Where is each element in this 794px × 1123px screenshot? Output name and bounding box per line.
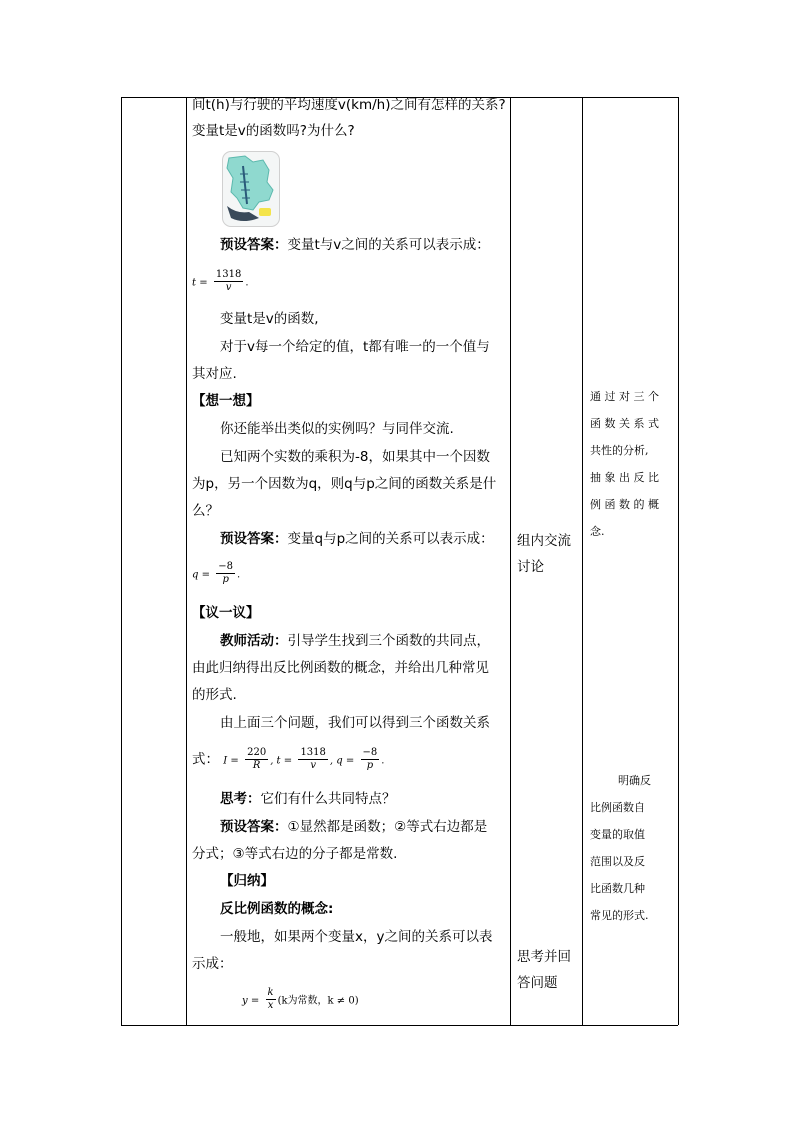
teacher-activity-line-3: 的形式. <box>192 687 237 703</box>
general-definition-line-1: 一般地，如果两个变量x，y之间的关系可以表 <box>220 929 493 945</box>
formula-end: . <box>381 755 385 767</box>
preset-answer-3-text: ①显然都是函数；②等式右边都是 <box>287 819 488 835</box>
example-line-3: 么？ <box>192 503 219 519</box>
question-line-2: 变量t是v的函数吗?为什么? <box>192 123 355 139</box>
table-divider-2 <box>510 97 511 1025</box>
fraction-numerator: −8 <box>218 561 234 572</box>
intent-line: 明确反 <box>618 774 651 787</box>
fraction-numerator: 1318 <box>215 269 242 280</box>
intent-line: 范围以及反 <box>590 855 645 868</box>
fraction-numerator: k <box>267 987 274 998</box>
teacher-activity-text: 引导学生找到三个函数的共同点， <box>287 633 490 649</box>
three-formulas-line <box>192 747 384 772</box>
fraction-1318-over-v <box>298 747 327 772</box>
intent-line: 比函数几种 <box>590 882 645 895</box>
preset-answer-label: 预设答案： <box>220 237 288 253</box>
map-thumbnail-image <box>222 151 280 227</box>
intent-line: 常见的形式. <box>590 909 649 922</box>
fraction-denominator: x <box>267 1000 274 1011</box>
fraction-220-over-r <box>245 747 268 772</box>
formula-lhs: q = <box>192 569 210 581</box>
general-definition-line-2: 示成： <box>192 956 233 972</box>
fraction <box>214 269 243 294</box>
fraction-denominator: p <box>366 760 374 771</box>
example-line-1: 已知两个实数的乘积为-8，如果其中一个因数 <box>220 449 490 465</box>
design-intent-block-2 <box>590 767 651 929</box>
formula-t-lhs: , t = <box>270 755 293 767</box>
table-divider-1 <box>186 97 187 1025</box>
preset-answer-label: 预设答案： <box>220 819 288 835</box>
intent-line: 比例函数自 <box>590 801 645 814</box>
fraction-denominator: p <box>222 574 229 585</box>
teacher-activity-line-2: 由此归纳得出反比例函数的概念，并给出几种常见 <box>192 660 489 676</box>
formula-end: . <box>245 277 249 289</box>
three-problems-line: 由上面三个问题，我们可以得到三个函数关系 <box>220 715 490 731</box>
student-activity-group-discussion <box>517 528 571 580</box>
preset-answer-label: 预设答案： <box>220 531 288 547</box>
think-question: 你还能举出类似的实例吗？与同伴交流. <box>220 421 454 437</box>
fraction-denominator: R <box>252 760 261 771</box>
preset-answer-3 <box>220 817 487 837</box>
think-common-line <box>220 789 396 809</box>
table-border-right <box>678 97 679 1025</box>
preset-answer-2-text: 变量q与p之间的关系可以表示成： <box>287 531 494 547</box>
intent-line: 函 数 关 系 式 <box>590 417 659 430</box>
activity-line: 思考并回 <box>517 949 571 965</box>
correspond-line: 其对应. <box>192 366 237 382</box>
example-line-2: 为p，另一个因数为q，则q与p之间的函数关系是什 <box>192 476 497 492</box>
preset-answer-3-cont: 分式；③等式右边的分子都是常数. <box>192 846 398 862</box>
activity-line: 组内交流 <box>517 533 571 549</box>
think-heading: 【想一想】 <box>192 393 260 409</box>
formula-lhs: t = <box>192 277 208 289</box>
question-line-1: 间t(h)与行驶的平均速度v(km/h)之间有怎样的关系? <box>192 97 506 113</box>
formula-condition: (k为常数，k ≠ 0) <box>277 995 359 1007</box>
unique-value-line: 对于v每一个给定的值，t都有唯一的一个值与 <box>220 339 490 355</box>
table-border-bottom <box>121 1025 678 1026</box>
preset-answer-1 <box>220 235 490 255</box>
teacher-activity-label: 教师活动： <box>220 633 288 649</box>
intent-line: 通 过 对 三 个 <box>590 390 659 403</box>
discuss-heading: 【议一议】 <box>192 605 260 621</box>
fraction-numerator: −8 <box>362 747 378 758</box>
variable-function-line: 变量t是v的函数, <box>220 311 319 327</box>
preset-answer-1-text: 变量t与v之间的关系可以表示成： <box>287 237 490 253</box>
formula-i-lhs: I = <box>223 755 239 767</box>
fraction-neg8-over-p <box>361 747 380 772</box>
preset-answer-2 <box>220 529 494 549</box>
design-intent-block-1 <box>590 383 659 545</box>
think-common-text: 它们有什么共同特点？ <box>260 791 396 807</box>
formula-prefix: 式： <box>192 751 219 768</box>
formula-end: . <box>237 569 241 581</box>
teacher-activity-line-1 <box>220 631 490 651</box>
concept-heading: 反比例函数的概念: <box>220 901 334 917</box>
intent-line: 例 函 数 的 概 <box>590 498 659 511</box>
formula-t-equals-1318-over-v <box>192 269 249 294</box>
formula-lhs: y = <box>242 995 260 1007</box>
activity-line: 讨论 <box>517 559 544 575</box>
fraction-denominator: v <box>310 760 316 771</box>
summary-heading: 【归纳】 <box>220 873 274 889</box>
map-icon <box>223 152 279 226</box>
student-activity-answer <box>517 944 571 996</box>
activity-line: 答问题 <box>517 975 558 991</box>
intent-line: 共性的分析, <box>590 444 649 457</box>
intent-line: 变量的取值 <box>590 828 645 841</box>
intent-line: 念. <box>590 525 605 538</box>
fraction-numerator: 220 <box>247 747 267 758</box>
intent-line: 抽 象 出 反 比 <box>590 471 659 484</box>
fraction <box>216 561 235 586</box>
think-label: 思考： <box>220 791 261 807</box>
table-border-left <box>121 97 122 1025</box>
inverse-proportion-formula <box>242 987 359 1012</box>
fraction-numerator: 1318 <box>300 747 326 758</box>
formula-q-lhs: , q = <box>329 755 355 767</box>
fraction-k-over-x <box>266 987 276 1012</box>
table-divider-3 <box>582 97 583 1025</box>
formula-q-equals-neg8-over-p <box>192 561 240 586</box>
fraction-denominator: v <box>225 282 232 293</box>
